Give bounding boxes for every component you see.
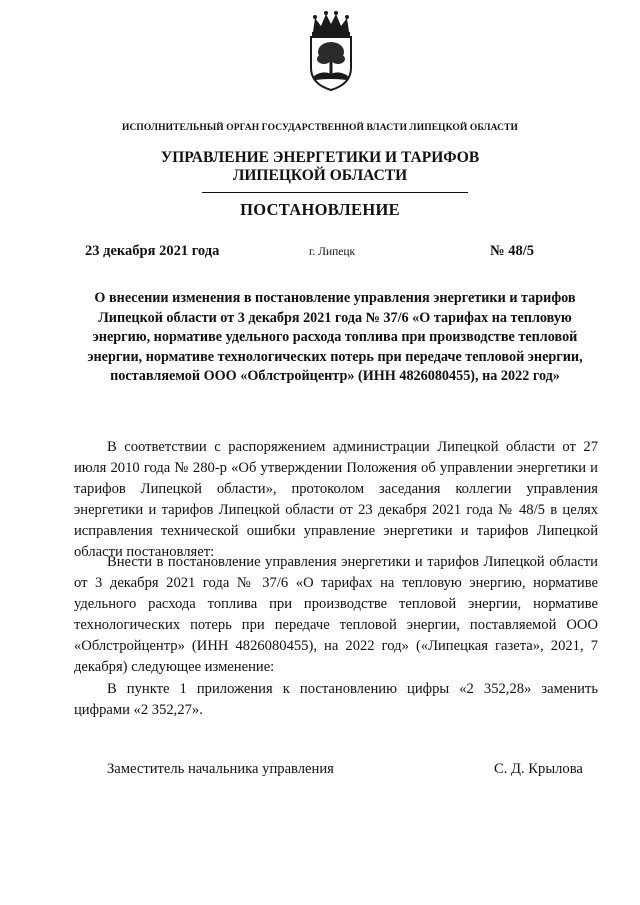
document-number: № 48/5 <box>490 243 534 259</box>
document-type: ПОСТАНОВЛЕНИЕ <box>240 200 400 219</box>
document-city: г. Липецк <box>309 246 356 258</box>
document-title: О внесении изменения в постановление управления энергетики и тарифов Липецкой области от 3 декабря 2021 года № 37/6 «О тарифах на тепловую энергию, нормативе удельного расхода топлива при производстве тепловой энергии, нормативе технологических потерь при передаче тепловой энергии, поставляемой ООО «Облстройцентр» (ИНН 4826080455), на 2022 год» <box>87 290 583 384</box>
body-paragraph-3: В пункте 1 приложения к постановлению цифры «2 352,28» заменить цифрами «2 352,27». <box>74 681 598 718</box>
document-date: 23 декабря 2021 года <box>85 243 220 259</box>
issuing-authority: ИСПОЛНИТЕЛЬНЫЙ ОРГАН ГОСУДАРСТВЕННОЙ ВЛАСТИ ЛИПЕЦКОЙ ОБЛАСТИ <box>121 123 519 133</box>
header-divider <box>202 192 468 193</box>
department-line-2: ЛИПЕЦКОЙ ОБЛАСТИ <box>232 167 408 184</box>
body-paragraph-2: Внести в постановление управления энергетики и тарифов Липецкой области от 3 декабря 2021 года № 37/6 «О тарифах на тепловую энергию, нормативе удельного расхода топлива при производстве тепловой энергии, нормативе технологических потерь при передаче тепловой энергии, поставляемой ООО «Облстройцентр» (ИНН 4826080455), на 2022 год» («Липецкая газета», 2021, 7 декабря) следующее изменение: <box>74 554 598 675</box>
coat-of-arms-icon <box>303 10 359 92</box>
signer-position: Заместитель начальника управления <box>107 761 334 777</box>
signer-name: С. Д. Крылова <box>494 761 583 777</box>
department-name <box>0 149 640 185</box>
department-line-1: УПРАВЛЕНИЕ ЭНЕРГЕТИКИ И ТАРИФОВ <box>160 149 480 166</box>
body-paragraph-1: В соответствии с распоряжением администрации Липецкой области от 27 июля 2010 года № 280-р «Об утверждении Положения об управлении энергетики и тарифов Липецкой области», протоколом заседания коллегии управления энергетики и тарифов Липецкой области от 23 декабря 2021 года № 48/5 в целях исправления технической ошибки управление энергетики и тарифов Липецкой области постановляет: <box>74 439 598 560</box>
